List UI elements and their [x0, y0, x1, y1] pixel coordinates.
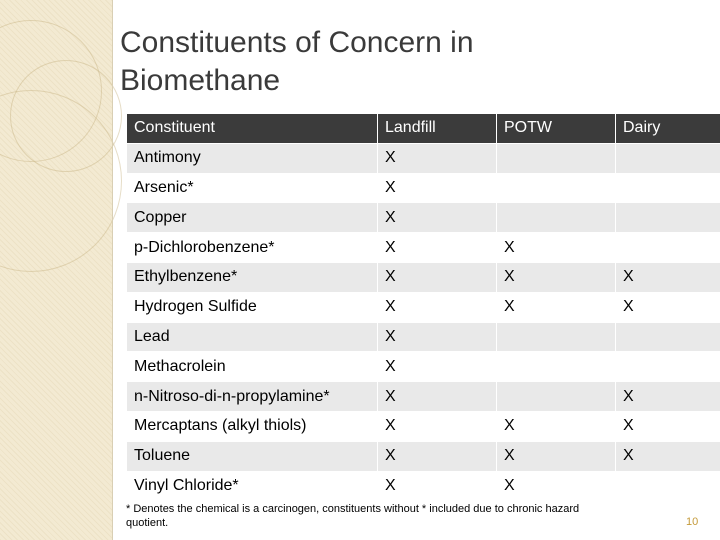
- potw-mark: [497, 173, 616, 203]
- potw-mark: X: [497, 292, 616, 322]
- slide-title-line1: Constituents of Concern in: [120, 26, 474, 59]
- potw-mark: X: [497, 233, 616, 263]
- dairy-mark: [616, 322, 720, 352]
- header-constituent: Constituent: [127, 114, 378, 143]
- constituent-name: Copper: [127, 203, 378, 233]
- slide-title: [120, 24, 680, 100]
- constituent-name: Toluene: [127, 441, 378, 471]
- decorative-side-band: [0, 0, 112, 540]
- constituent-name: Mercaptans (alkyl thiols): [127, 411, 378, 441]
- potw-mark: X: [497, 471, 616, 501]
- table-row: [127, 322, 720, 352]
- constituent-name: Lead: [127, 322, 378, 352]
- landfill-mark: X: [378, 352, 497, 382]
- landfill-mark: X: [378, 233, 497, 263]
- page-number: 10: [686, 516, 699, 528]
- potw-mark: X: [497, 441, 616, 471]
- table-row: [127, 471, 720, 501]
- table-row: [127, 143, 720, 173]
- table-row: [127, 382, 720, 412]
- landfill-mark: X: [378, 292, 497, 322]
- table-row: [127, 262, 720, 292]
- dairy-mark: [616, 352, 720, 382]
- potw-mark: X: [497, 411, 616, 441]
- header-potw: POTW: [497, 114, 616, 143]
- dairy-mark: X: [616, 292, 720, 322]
- potw-mark: [497, 203, 616, 233]
- constituent-name: p-Dichlorobenzene*: [127, 233, 378, 263]
- dairy-mark: X: [616, 382, 720, 412]
- constituent-name: Ethylbenzene*: [127, 262, 378, 292]
- table-row: [127, 441, 720, 471]
- slide-title-line2: Biomethane: [120, 64, 281, 97]
- constituent-name: Methacrolein: [127, 352, 378, 382]
- landfill-mark: X: [378, 382, 497, 412]
- landfill-mark: X: [378, 471, 497, 501]
- table-row: [127, 411, 720, 441]
- constituent-name: Antimony: [127, 143, 378, 173]
- landfill-mark: X: [378, 322, 497, 352]
- constituent-name: Arsenic*: [127, 173, 378, 203]
- dairy-mark: X: [616, 441, 720, 471]
- footnote: [126, 502, 646, 530]
- constituent-name: n-Nitroso-di-n-propylamine*: [127, 382, 378, 412]
- potw-mark: [497, 143, 616, 173]
- footnote-line2: quotient.: [126, 517, 169, 529]
- landfill-mark: X: [378, 411, 497, 441]
- table-row: [127, 292, 720, 322]
- landfill-mark: X: [378, 173, 497, 203]
- table-row: [127, 173, 720, 203]
- landfill-mark: X: [378, 143, 497, 173]
- table-row: [127, 233, 720, 263]
- footnote-line1: * Denotes the chemical is a carcinogen, constituents without * included due to chronic hazard: [126, 503, 580, 515]
- constituent-name: Hydrogen Sulfide: [127, 292, 378, 322]
- table-row: [127, 352, 720, 382]
- header-dairy: Dairy: [616, 114, 720, 143]
- dairy-mark: X: [616, 262, 720, 292]
- constituents-table: [126, 114, 720, 501]
- dairy-mark: [616, 143, 720, 173]
- side-divider: [112, 0, 113, 540]
- landfill-mark: X: [378, 262, 497, 292]
- dairy-mark: [616, 173, 720, 203]
- table-header-row: [127, 114, 720, 143]
- potw-mark: [497, 322, 616, 352]
- dairy-mark: [616, 233, 720, 263]
- header-landfill: Landfill: [378, 114, 497, 143]
- landfill-mark: X: [378, 441, 497, 471]
- potw-mark: X: [497, 262, 616, 292]
- table-row: [127, 203, 720, 233]
- potw-mark: [497, 352, 616, 382]
- constituent-name: Vinyl Chloride*: [127, 471, 378, 501]
- dairy-mark: [616, 471, 720, 501]
- dairy-mark: X: [616, 411, 720, 441]
- potw-mark: [497, 382, 616, 412]
- dairy-mark: [616, 203, 720, 233]
- landfill-mark: X: [378, 203, 497, 233]
